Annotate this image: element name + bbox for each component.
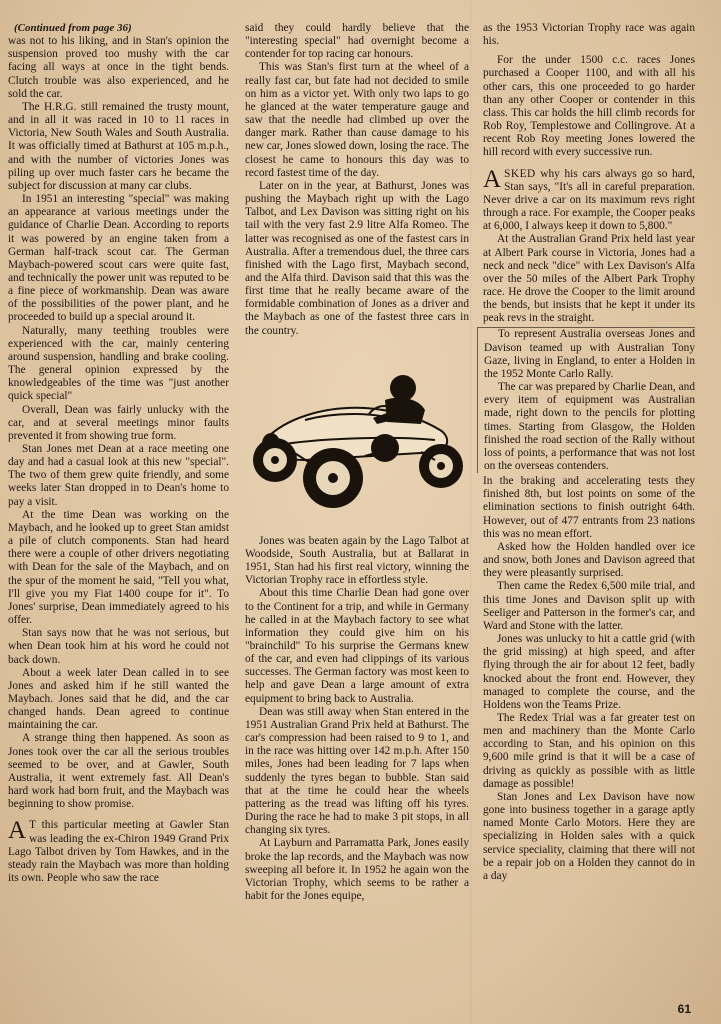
continued-note: (Continued from page 36)	[14, 22, 132, 34]
paragraph: At the time Dean was working on the Maybach, and he looked up to greet Stan amidst a pile of clutch components. Stan had heard there were a couple of other drivers negotiating with Dean for the sale of the Maybach, and on the spur of the moment he said, "Tell you what, I'll give you my Fiat 1400 coupe for it". To Jones' surprise, Dean immediately agreed to his offer.	[8, 508, 229, 627]
paragraph: Asked how the Holden handled over ice and snow, both Jones and Davison agreed that they were pleasantly surprised.	[483, 540, 695, 580]
monte-carlo-box	[477, 327, 695, 473]
paragraph: The car was prepared by Charlie Dean, and every item of equipment was Australian made, right down to the pencils for plotting times. Starting from Glasgow, the Holden finished the road section of the Rally without loss of points, a performance that was not lost on the overseas contenders.	[484, 381, 695, 472]
paragraph: Stan Jones met Dean at a race meeting one day and had a casual look at this new "special". The two of them grew quite friendly, and some weeks later Stan dropped in to Dean's home to pay a visit.	[8, 443, 229, 508]
column-3	[483, 22, 695, 883]
paragraph: as the 1953 Victorian Trophy race was again his.	[483, 22, 695, 48]
page-number: 61	[677, 1002, 691, 1016]
drop-cap: A	[8, 817, 27, 845]
racing-car-icon	[245, 348, 467, 523]
paragraph: A strange thing then happened. As soon as Jones took over the car all the serious troubles seemed to be over, and at Gawler, South Australia, it went extremely fast. All Dean's hard work had born fruit, and the Maybach was beginning to show promise.	[8, 732, 229, 811]
paragraph: At Layburn and Parramatta Park, Jones easily broke the lap records, and the Maybach was now sweeping all before it. In 1952 he again won the Victorian Trophy, which seems to be rather a habit for the Jones equipe,	[245, 837, 469, 902]
dropcap-paragraph-text: T this particular meeting at Gawler Stan was leading the ex-Chiron 1949 Grand Prix Lago Talbot driven by Tom Hawkes, and in the steady rain the Maybach was more than holding its own. People who saw the race	[8, 819, 229, 884]
paragraph: In the braking and accelerating tests they finished 8th, but lost points on some of the elimination sections to finish outright 64th. However, out of 477 entrants from 23 nations this was no mean effort.	[483, 475, 695, 540]
paragraph: said they could hardly believe that the "interesting special" had overnight become a contender for top racing car honours.	[245, 22, 469, 61]
paragraph: Stan says now that he was not serious, but when Dean took him at his word he could not back down.	[8, 627, 229, 666]
paragraph: was not to his liking, and in Stan's opinion the suspension proved too mushy with the car facing all ways at once in the tight bends. Clutch trouble was also experienced, and he sold the car.	[8, 35, 229, 100]
paragraph: Then came the Redex 6,500 mile trial, and this time Jones and Davison split up with Seeliger and Patterson in the former's car, and Ward and Stone with the latter.	[483, 580, 695, 632]
paragraph: About a week later Dean called in to see Jones and asked him if he still wanted the Maybach. Jones said that he did, and the car changed hands. Dean agreed to continue maintaining the car.	[8, 666, 229, 732]
paragraph: In 1951 an interesting "special" was making an appearance at various meetings under the guidance of Charlie Dean. According to reports it was powered by an engine taken from a German half-track scout car. The German Maybach-powered scout cars were quite fast, and technically the power unit was reputed to be a fine piece of workmanship. Dean was aware of the possibilities of the power plant, and he proceeded to build up a special around it.	[8, 193, 229, 324]
page-fold-shadow	[470, 0, 472, 1024]
paragraph: Dean was still away when Stan entered in the 1951 Australian Grand Prix held at Bathurst. The car's compression had been raised to 9 to 1, and in the race was hitting over 142 m.p.h. After 150 miles, Jones had been leading for 7 laps when suddenly the tyres began to bubble. Stan said that at the time he could hear the wheels pattering as the tread was lifting off his tyres. During the race he had to make 3 pit stops, in all changing six tyres.	[245, 705, 469, 837]
column-2	[245, 22, 469, 903]
paragraph: This was Stan's first turn at the wheel of a really fast car, but fate had not decided to smile on him as a victor yet. With only two laps to go he glanced at the water temperature gauge and saw that the needle had climbed up over the danger mark. Rather than cause damage to his new car, Jones slowed down, losing the race. The closest he came to honours this day was to record fastest time of the day.	[245, 61, 469, 179]
asked-paragraph	[483, 165, 695, 234]
paragraph: The Redex Trial was a far greater test on men and machinery than the Monte Carlo according to Stan, and his opinion on this 9,600 mile grind is that it will be a case of driving as quickly as possible with as little damage as possible!	[483, 711, 695, 790]
drop-cap: A	[483, 165, 502, 193]
paragraph: Naturally, many teething troubles were experienced with the car, mainly centering around suspension, handling and brake cooling. The general opinion expressed by the knowledgeables of the time was "just another quick special"	[8, 324, 229, 403]
paragraph: The H.R.G. still remained the trusty mount, and in all it was raced in 10 to 11 races in Victoria, New South Wales and South Australia. It was officially timed at Bathurst at 105 m.p.h., and with the number of victories Jones was piling up over much faster cars he became the subject for discussion at many car clubs.	[8, 100, 229, 192]
paragraph: For the under 1500 c.c. races Jones purchased a Cooper 1100, and with all his other cars, this one proceeded to go harder than any other Cooper or contender in this class. This car holds the hill climb records for Rob Roy, Templestowe and Collingrove. At a recent Rob Roy meeting Jones lowered the hill record with every successive run.	[483, 54, 695, 159]
paragraph: Jones was unlucky to hit a cattle grid (with the grid missing) at high speed, and after flying through the air for about 12 feet, badly knocked about the front end. However, they managed to complete the course, and the Holdens won the Teams Prize.	[483, 633, 695, 711]
paragraph: To represent Australia overseas Jones and Davison teamed up with Australian Tony Gaze, living in England, to enter a Holden in the 1952 Monte Carlo Rally.	[484, 328, 695, 380]
paragraph: Stan Jones and Lex Davison have now gone into business together in a garage aptly named Monte Carlo Motors. Here they are specializing in Holden sales with a quick service speciality, claiming that there will not be a repair job on a Holden they cannot do in a day	[483, 790, 695, 882]
asked-caps: SKED	[504, 167, 536, 180]
racing-car-illustration	[245, 348, 467, 523]
paragraph: Overall, Dean was fairly unlucky with the car, and at several meetings minor faults prevented it from showing true form.	[8, 403, 229, 442]
paragraph: At the Australian Grand Prix held last year at Albert Park course in Victoria, Jones had a neck and neck "dice" with Lex Davison's Alfa over the 50 miles of the Albert Park Trophy race. He drove the Cooper to the limit around the bends, but insists that he kept it under its peak revs in the straight.	[483, 233, 695, 325]
asked-rest: why his cars always go so hard, Stan says, "It's all in careful preparation. Never drive a car on its maximum revs right through a race. For example, the Cooper peaks at 6,000, I always keep it down to 5,800."	[483, 167, 695, 233]
paragraph: Jones was beaten again by the Lago Talbot at Woodside, South Australia, but at Ballarat in 1951, Stan had his first real victory, winning the Victorian Trophy race in effortless style.	[245, 534, 469, 587]
paragraph: Later on in the year, at Bathurst, Jones was pushing the Maybach right up with the Lago Talbot, and Lex Davison was sitting right on his tail with the very fast 2.9 litre Alfa Romeo. The latter was recognised as one of the fastest cars in Australia. After a tremendous duel, the three cars finished with the Lago first, Maybach second, and the Alfa third. Davison said that this was the first time that he really became aware of the formidable combination of Jones as a driver and the Maybach as one of the fastest three cars in the country.	[245, 179, 469, 337]
column-1	[8, 22, 229, 885]
dropcap-paragraph	[8, 819, 229, 885]
paragraph: About this time Charlie Dean had gone over to the Continent for a trip, and while in Germany he called in at the Maybach factory to see what information they could give him on his "brainchild" To his surprise the Germans knew of the car, and even had clippings of its various successes. The German factory was most keen to help and gave Dean a large amount of extra equipment to bring back to Australia.	[245, 587, 469, 705]
